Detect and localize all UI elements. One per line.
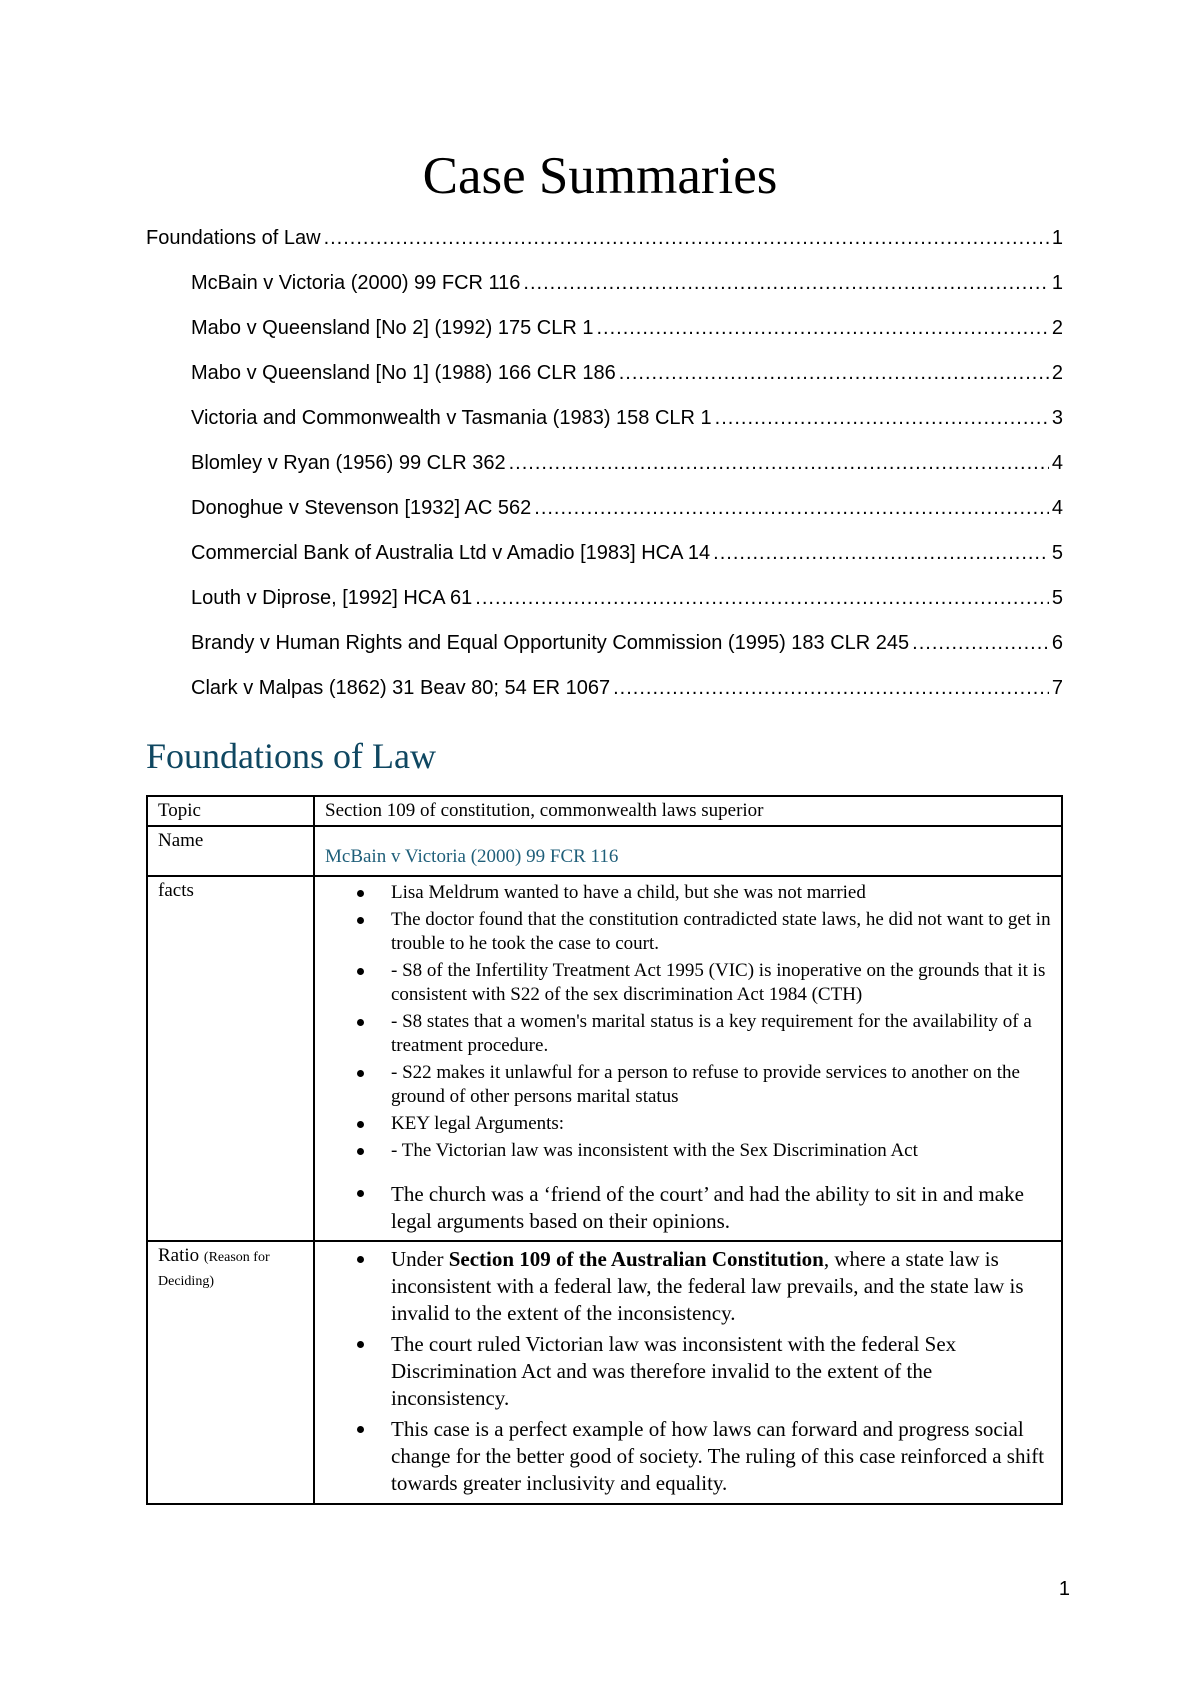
ratio-text: Under — [391, 1247, 449, 1271]
toc-leader — [912, 632, 1049, 655]
case-name: McBain v Victoria (2000) 99 FCR 116 — [325, 846, 619, 867]
toc-entry-page: 5 — [1051, 542, 1063, 564]
page-number: 1 — [1058, 1578, 1070, 1600]
toc-entry-page: 7 — [1051, 677, 1063, 699]
toc-entry-page: 1 — [1051, 272, 1063, 294]
toc-leader — [613, 677, 1049, 700]
toc-leader — [324, 227, 1049, 250]
toc-entry-label: Louth v Diprose, [1992] HCA 61 — [191, 587, 473, 609]
toc-entry-page: 5 — [1051, 587, 1063, 609]
toc-entry[interactable] — [146, 576, 1063, 621]
name-label: Name — [147, 826, 314, 876]
ratio-cell — [314, 1241, 1062, 1504]
ratio-label-cell — [147, 1241, 314, 1504]
toc-entry[interactable] — [146, 396, 1063, 441]
toc-leader — [715, 407, 1049, 430]
table-of-contents — [146, 216, 1063, 711]
list-item: The doctor found that the constitution contradicted state laws, he did not want to get in trouble to he took the case to court. — [391, 909, 1051, 954]
list-item: - S8 states that a women's marital status is a key requirement for the availability of a treatment procedure. — [391, 1010, 1051, 1058]
toc-leader — [619, 362, 1049, 385]
document-title: Case Summaries — [422, 147, 778, 205]
table-row — [147, 796, 1062, 826]
toc-entry[interactable] — [146, 531, 1063, 576]
toc-entry[interactable] — [146, 306, 1063, 351]
ratio-list — [325, 1246, 1051, 1497]
toc-leader — [523, 272, 1048, 295]
list-item: - S22 makes it unlawful for a person to refuse to provide services to another on the ground of other persons marital status — [391, 1061, 1051, 1109]
case-summary-table — [146, 795, 1063, 1505]
toc-entry-label: Commercial Bank of Australia Ltd v Amadio [1983] HCA 14 — [191, 542, 711, 564]
toc-entry[interactable] — [146, 351, 1063, 396]
toc-entry-page: 6 — [1051, 632, 1063, 654]
name-cell — [314, 826, 1062, 876]
list-item: - S8 of the Infertility Treatment Act 1995 (VIC) is inoperative on the grounds that it is consistent with S22 of the sex discrimination Act 1984 (CTH) — [391, 959, 1051, 1007]
facts-list — [325, 881, 1051, 1235]
toc-entry[interactable] — [146, 486, 1063, 531]
toc-entry-label: Clark v Malpas (1862) 31 Beav 80; 54 ER 1067 — [191, 677, 611, 699]
toc-entry-page: 4 — [1051, 452, 1063, 474]
toc-leader — [596, 317, 1048, 340]
toc-entry-page: 1 — [1051, 227, 1063, 249]
toc-entry[interactable] — [146, 621, 1063, 666]
toc-leader — [475, 587, 1049, 610]
table-row — [147, 826, 1062, 876]
toc-leader — [509, 452, 1049, 475]
section-heading: Foundations of Law — [146, 736, 436, 776]
toc-leader — [534, 497, 1049, 520]
toc-entry-label: Foundations of Law — [146, 227, 321, 249]
toc-entry-label: Brandy v Human Rights and Equal Opportunity Commission (1995) 183 CLR 245 — [191, 632, 910, 654]
list-item: The court ruled Victorian law was inconsistent with the federal Sex Discrimination Act and was therefore invalid to the extent of the inconsistency. — [391, 1331, 1051, 1412]
facts-label: facts — [147, 876, 314, 1241]
ratio-label: Ratio — [158, 1245, 200, 1266]
list-item: KEY legal Arguments: — [391, 1112, 1051, 1136]
toc-entry[interactable] — [146, 261, 1063, 306]
topic-value: Section 109 of constitution, commonwealth laws superior — [314, 796, 1062, 826]
toc-entry-page: 2 — [1051, 317, 1063, 339]
toc-entry-page: 3 — [1051, 407, 1063, 429]
topic-label: Topic — [147, 796, 314, 826]
toc-entry[interactable] — [146, 666, 1063, 711]
list-item — [391, 1246, 1051, 1327]
toc-entry-label: Victoria and Commonwealth v Tasmania (1983) 158 CLR 1 — [191, 407, 712, 429]
ratio-note: (Reason for Deciding) — [158, 1250, 270, 1289]
facts-cell — [314, 876, 1062, 1241]
ratio-text: , where a state law is inconsistent with a federal law, the federal law prevails, and the state law is invalid to the extent of the inconsistency. — [391, 1247, 1024, 1325]
ratio-bold-text: Section 109 of the Australian Constitution — [448, 1247, 824, 1271]
list-item: - The Victorian law was inconsistent with the Sex Discrimination Act — [391, 1139, 1051, 1163]
toc-entry-label: Mabo v Queensland [No 1] (1988) 166 CLR 186 — [191, 362, 616, 384]
toc-entry-page: 2 — [1051, 362, 1063, 384]
toc-entry-label: Mabo v Queensland [No 2] (1992) 175 CLR 1 — [191, 317, 594, 339]
toc-entry-page: 4 — [1051, 497, 1063, 519]
list-item: Lisa Meldrum wanted to have a child, but she was not married — [391, 881, 1051, 905]
toc-entry[interactable] — [146, 216, 1063, 261]
list-item: This case is a perfect example of how laws can forward and progress social change for the better good of society. The ruling of this case reinforced a shift towards greater inclusivity and equality. — [391, 1416, 1051, 1497]
toc-entry-label: Blomley v Ryan (1956) 99 CLR 362 — [191, 452, 506, 474]
toc-entry-label: Donoghue v Stevenson [1932] AC 562 — [191, 497, 532, 519]
toc-entry[interactable] — [146, 441, 1063, 486]
table-row — [147, 876, 1062, 1241]
toc-entry-label: McBain v Victoria (2000) 99 FCR 116 — [191, 272, 521, 294]
toc-leader — [713, 542, 1049, 565]
table-row — [147, 1241, 1062, 1504]
list-item: The church was a ‘friend of the court’ and had the ability to sit in and make legal arguments based on their opinions. — [391, 1181, 1051, 1235]
